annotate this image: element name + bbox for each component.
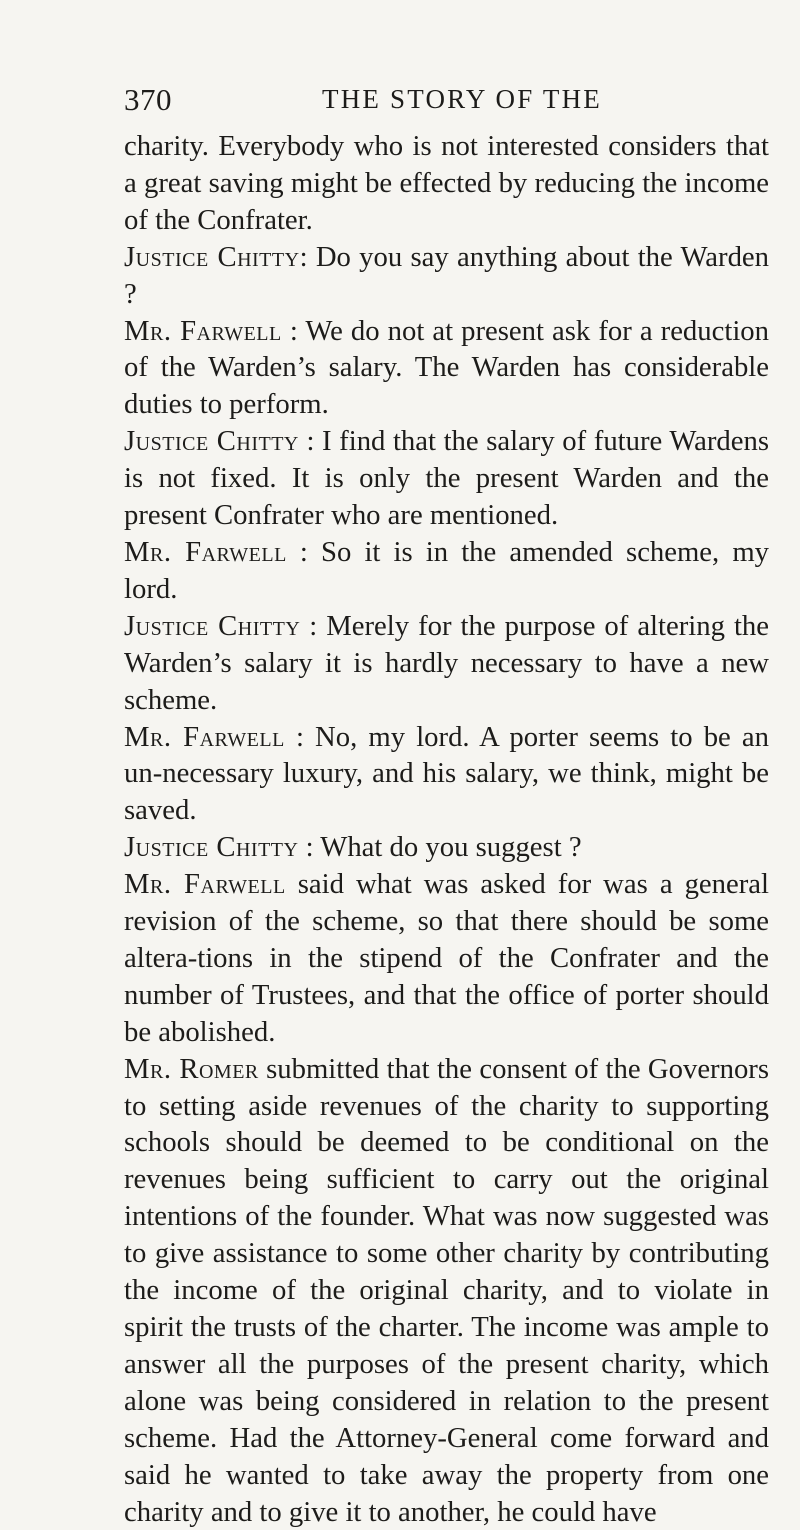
- paragraph-text: submitted that the consent of the Governors to setting aside revenues of the charity to supporting schools should be deemed to be conditional on the revenues being sufficient to carry out the original intentions of the founder. What was now suggested was to give assistance to some other charity by contributing the income of the original charity, and to violate in spirit the trusts of the charter. The income was ample to answer all the purposes of the present charity, which alone was being considered in relation to the present scheme. Had the Attorney-General come forward and said he wanted to take away the property from one charity and to give it to another, he could have: [124, 1052, 770, 1528]
- paragraph: [124, 313, 769, 424]
- paragraph-text: : We do not at present ask for a reduction of the Warden’s salary. The Warden has considerable duties to perform.: [124, 314, 769, 421]
- running-head: THE STORY OF THE: [322, 84, 602, 114]
- page-header: [124, 82, 769, 122]
- paragraph-text: said what was asked for was a general revision of the scheme, so that there should be some altera-tions in the stipend of the Confrater and the number of Trustees, and that the office of porter should be abolished.: [124, 868, 769, 1048]
- paragraph: [124, 829, 769, 866]
- paragraph-text: : Do you say anything about the Warden ?: [124, 240, 769, 310]
- speaker-name: Mr. Farwell: [124, 535, 287, 568]
- paragraph: [124, 239, 769, 313]
- speaker-name: Justice Chitty: [124, 831, 299, 864]
- page-number: 370: [124, 82, 172, 117]
- speaker-name: Mr. Farwell: [124, 314, 282, 347]
- speaker-name: Justice Chitty: [124, 425, 299, 458]
- paragraph: [124, 719, 769, 830]
- paragraph: [124, 423, 769, 534]
- paragraph: [124, 608, 769, 719]
- speaker-name: Mr. Farwell: [124, 868, 286, 901]
- body-text: [124, 128, 769, 1530]
- paragraph: [124, 1051, 769, 1530]
- paragraph: [124, 866, 769, 1051]
- speaker-name: Justice Chitty: [124, 240, 300, 273]
- paragraph-text: : What do you suggest ?: [298, 831, 582, 864]
- speaker-name: Mr. Romer: [124, 1052, 259, 1085]
- paragraph: [124, 534, 769, 608]
- paragraph-text: : Merely for the purpose of altering the Warden’s salary it is hardly necessary to have a new scheme.: [124, 609, 769, 716]
- paragraph-text: charity. Everybody who is not interested considers that a great saving might be effected by reducing the income of the Confrater.: [124, 130, 769, 236]
- speaker-name: Justice Chitty: [124, 609, 301, 642]
- paragraph-text: : I find that the salary of future Wardens is not fixed. It is only the present Warden and the present Confrater who are mentioned.: [124, 425, 769, 532]
- paragraph-text: : So it is in the amended scheme, my lord.: [124, 535, 769, 605]
- paragraph: [124, 128, 769, 239]
- speaker-name: Mr. Farwell: [124, 720, 285, 753]
- paragraph-text: : No, my lord. A porter seems to be an un-necessary luxury, and his salary, we think, might be saved.: [124, 720, 769, 827]
